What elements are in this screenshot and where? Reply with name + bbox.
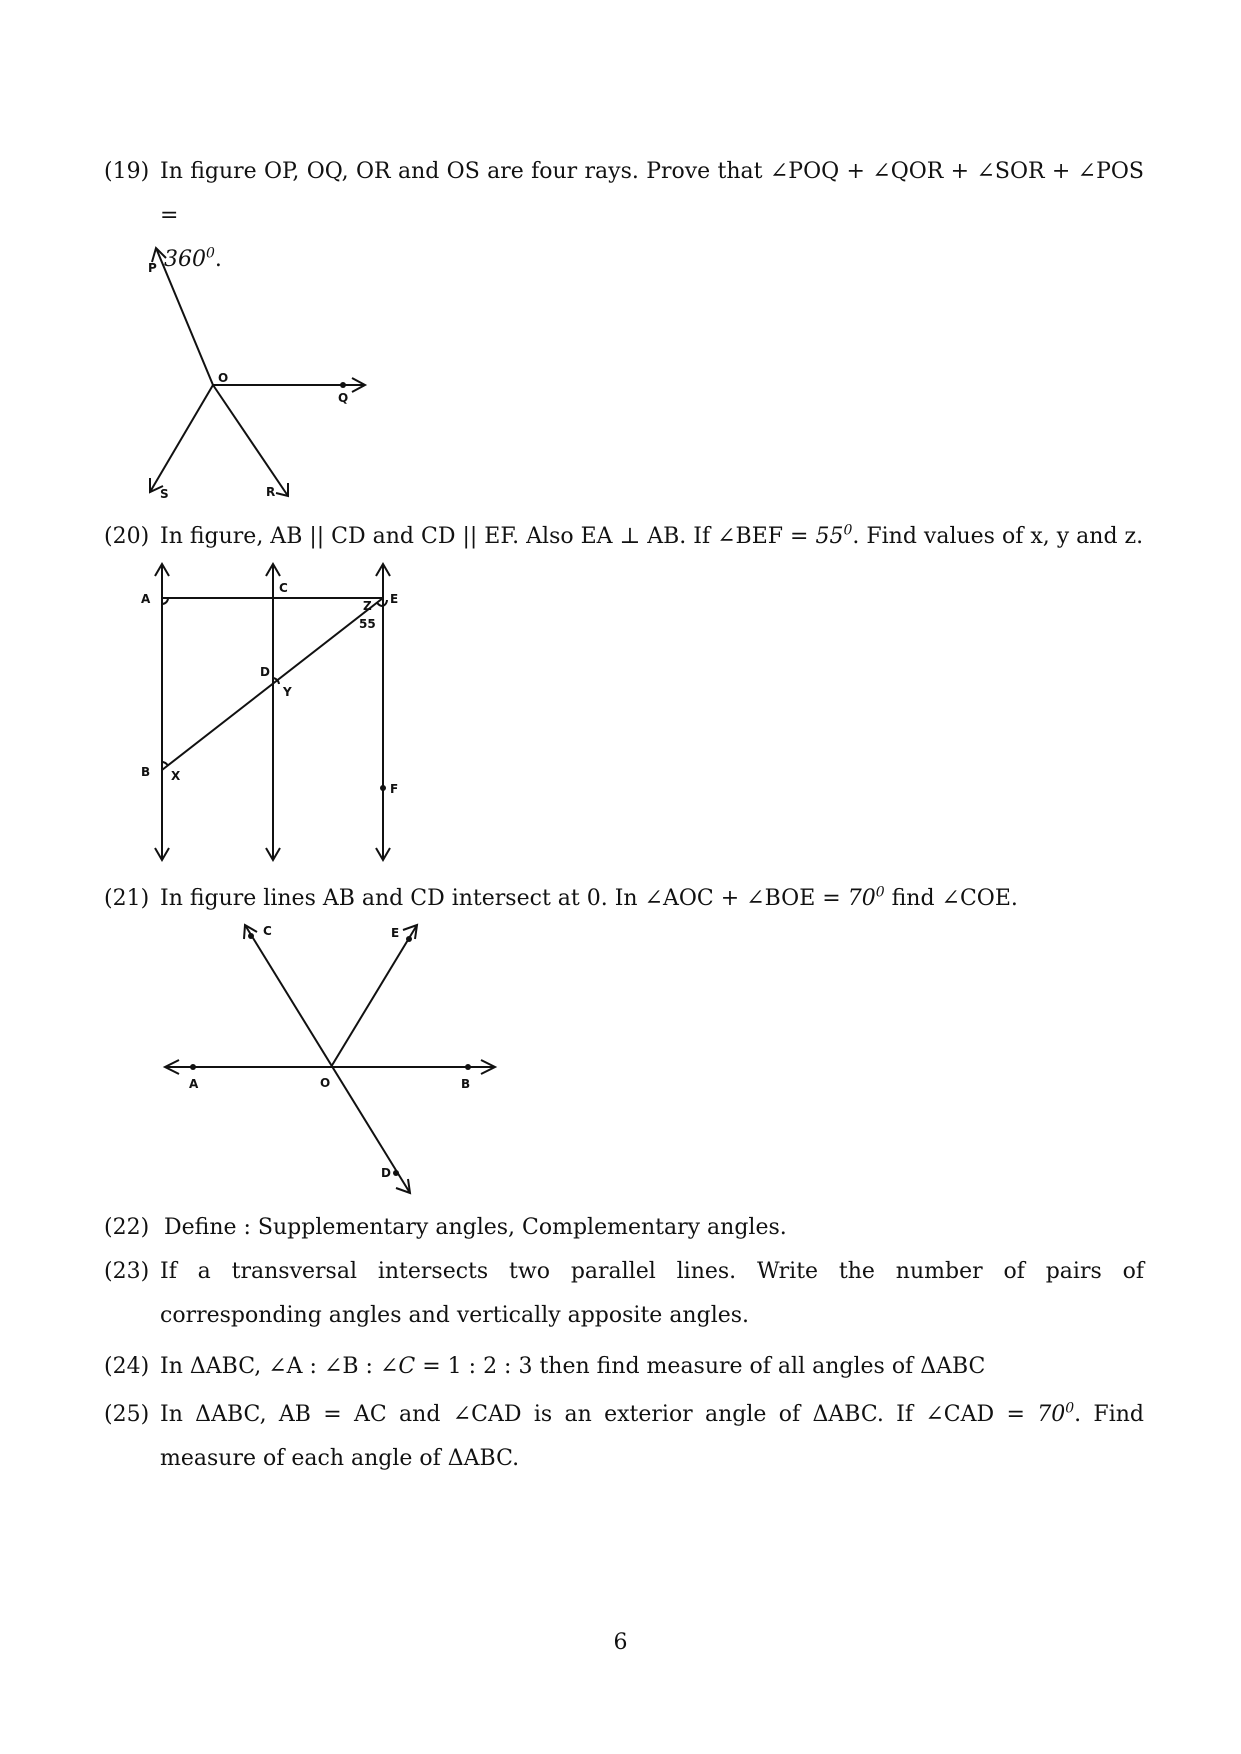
question-text: In ΔABC, ∠A : ∠B : ∠C = 1 : 2 : 3 then find measure of all angles of ΔABC [160,1354,986,1379]
label-b: B [461,1077,471,1091]
label-y: Y [283,685,292,699]
page-number: 6 [613,1630,628,1655]
question-number: (20) [104,524,150,549]
label-e: E [391,926,400,940]
question-text: In figure, AB || CD and CD || EF. Also EA ⊥ AB. If ∠BEF = $55^0$. Find values of x, y and z. [160,522,1144,549]
question-number: (21) [104,886,150,911]
question-text: Define : Supplementary angles, Complementary angles. [164,1215,787,1240]
label-f: F [390,782,399,796]
label-angle: 55 [359,617,376,631]
label-o: O [320,1076,331,1090]
question-22 [104,1206,1144,1250]
label-p: P [148,261,157,275]
label-e: E [390,592,399,606]
label-c: C [263,924,272,938]
label-z: Z [363,599,372,613]
figure-21 [155,915,505,1205]
question-number: (25) [104,1402,150,1427]
question-number: (23) [104,1259,150,1284]
label-q: Q [338,391,349,405]
question-number: (24) [104,1354,150,1379]
label-r: R [266,485,276,499]
question-text: In ΔABC, AB = AC and ∠CAD is an exterior angle of ΔABC. If ∠CAD = $70^0$. Find measure of each angle of ΔABC. [160,1400,1144,1471]
figure-19 [140,240,380,510]
label-a: A [141,592,151,606]
question-20 [104,515,1144,559]
figure-20 [135,560,425,870]
label-c: C [279,581,288,595]
label-s: S [160,487,169,501]
label-a: A [189,1077,199,1091]
question-23 [104,1250,1144,1338]
label-d: D [260,665,270,679]
question-number: (22) [104,1215,150,1240]
question-text: In figure OP, OQ, OR and OS are four rays. Prove that ∠POQ + ∠QOR + ∠SOR + ∠POS = $360^0$. [160,159,1144,272]
question-text: If a transversal intersects two parallel lines. Write the number of pairs of corresponding angles and vertically apposite angles. [160,1259,1144,1328]
label-o: O [218,371,229,385]
label-d: D [381,1166,391,1180]
label-b: B [141,765,151,779]
question-text: In figure lines AB and CD intersect at 0. In ∠AOC + ∠BOE = $70^0$ find ∠COE. [160,884,1018,911]
question-number: (19) [104,159,150,184]
question-24 [104,1345,1144,1389]
label-x: X [171,769,181,783]
question-25 [104,1393,1144,1481]
